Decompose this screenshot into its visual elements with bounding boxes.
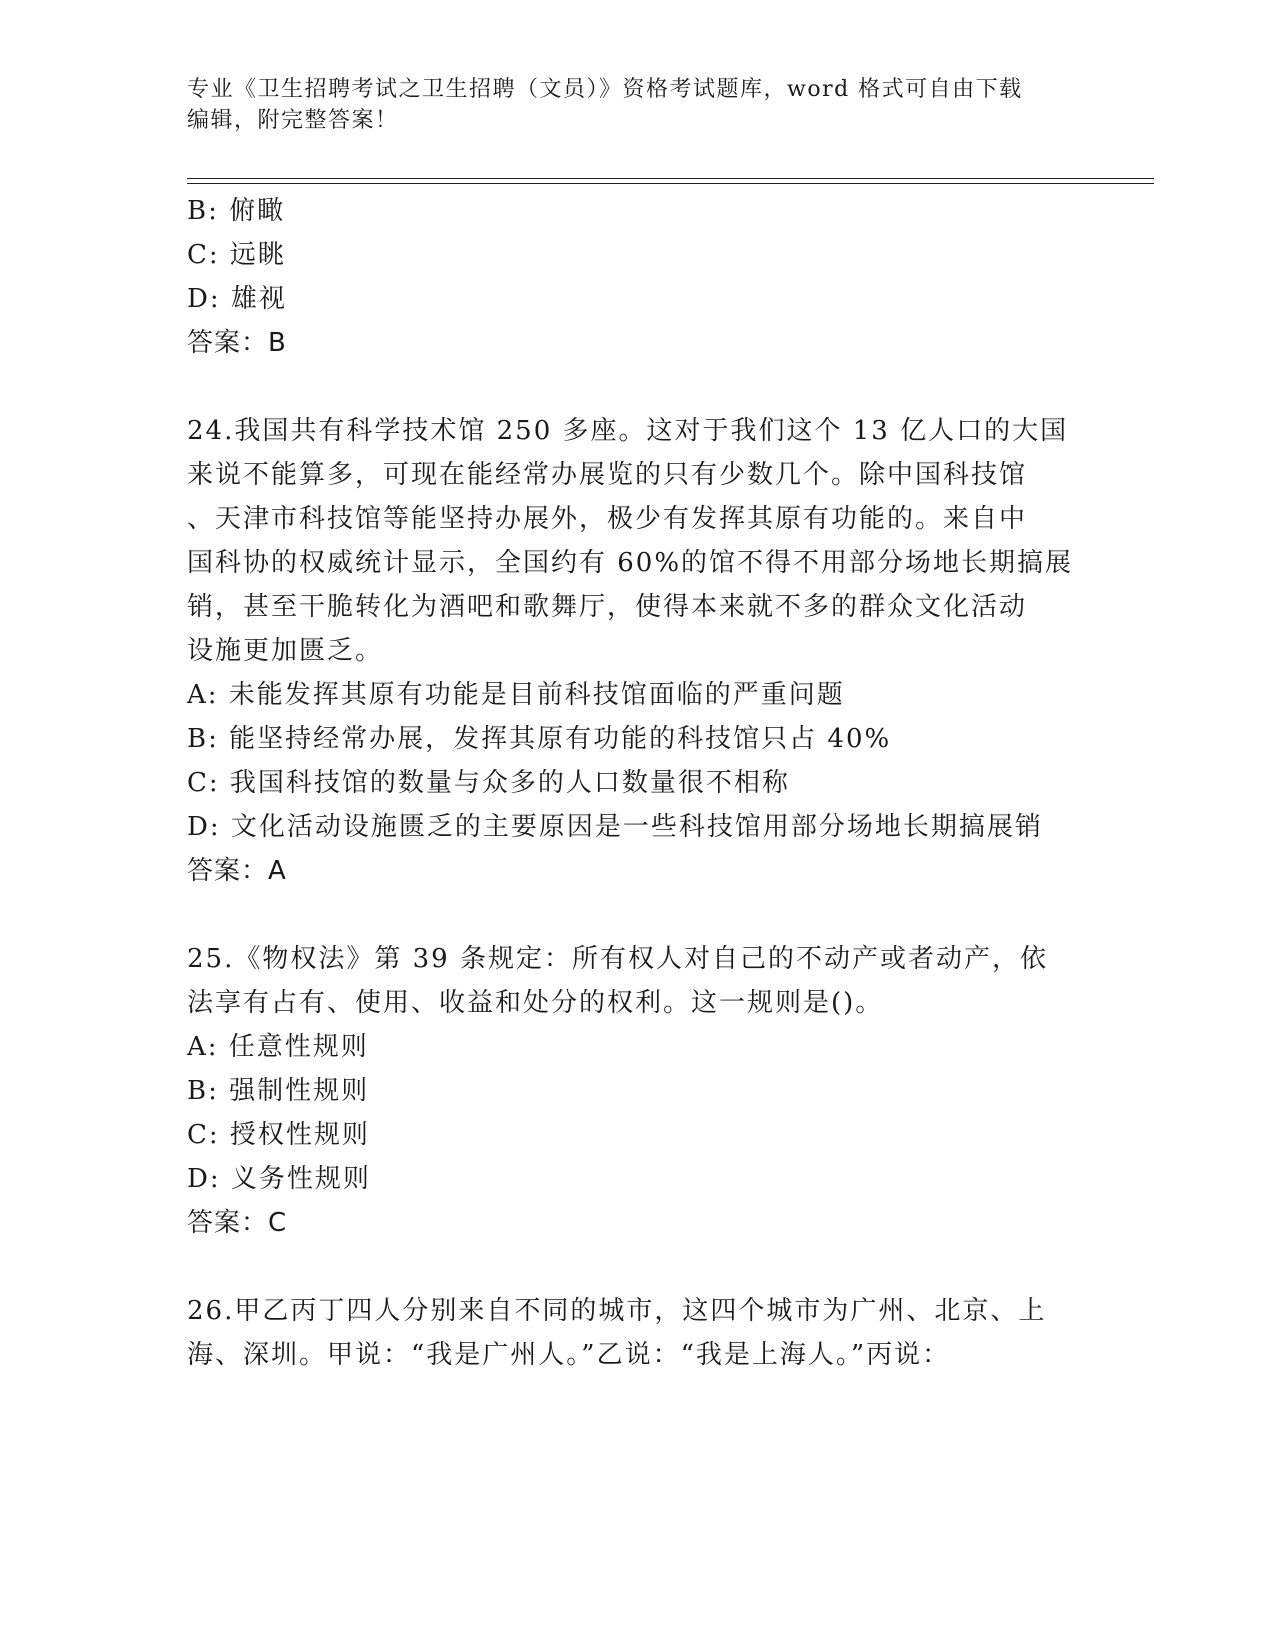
q24-stem-line-6: 设施更加匮乏。 <box>187 636 384 666</box>
q23-option-b: B: 俯瞰 <box>187 196 286 226</box>
q24-answer: 答案：A <box>187 856 287 886</box>
q25-answer: 答案：C <box>187 1208 288 1238</box>
q26-stem-line-2: 海、深圳。甲说：“我是广州人。”乙说：“我是上海人。”丙说： <box>187 1340 951 1370</box>
q23-option-d: D: 雄视 <box>187 284 287 314</box>
header-divider-top <box>187 178 1154 179</box>
q24-stem-line-5: 销，甚至干脆转化为酒吧和歌舞厅，使得本来就不多的群众文化活动 <box>187 592 1028 622</box>
document-header <box>187 74 1087 136</box>
q25-stem-line-1: 25.《物权法》第 39 条规定：所有权人对自己的不动产或者动产，依 <box>187 944 1048 974</box>
q25-option-d: D: 义务性规则 <box>187 1164 371 1194</box>
q24-stem-line-4: 国科协的权威统计显示，全国约有 60%的馆不得不用部分场地长期搞展 <box>187 548 1074 578</box>
q24-stem-line-2: 来说不能算多，可现在能经常办展览的只有少数几个。除中国科技馆 <box>187 460 1028 490</box>
q24-stem-line-3: 、天津市科技馆等能坚持办展外，极少有发挥其原有功能的。来自中 <box>187 504 1028 534</box>
q25-option-c: C: 授权性规则 <box>187 1120 370 1150</box>
header-line-2: 编辑，附完整答案！ <box>187 108 399 133</box>
q24-option-b: B: 能坚持经常办展，发挥其原有功能的科技馆只占 40% <box>187 724 892 754</box>
q24-stem-line-1: 24.我国共有科学技术馆 250 多座。这对于我们这个 13 亿人口的大国 <box>187 416 1069 446</box>
q24-option-c: C: 我国科技馆的数量与众多的人口数量很不相称 <box>187 768 790 798</box>
q26-stem-line-1: 26.甲乙丙丁四人分别来自不同的城市，这四个城市为广州、北京、上 <box>187 1296 1047 1326</box>
q24-option-d: D: 文化活动设施匮乏的主要原因是一些科技馆用部分场地长期搞展销 <box>187 812 1043 842</box>
q24-option-a: A: 未能发挥其原有功能是目前科技馆面临的严重问题 <box>187 680 845 710</box>
q23-option-c: C: 远眺 <box>187 240 286 270</box>
header-divider-bottom <box>187 183 1154 184</box>
q23-answer: 答案：B <box>187 328 287 358</box>
q25-stem-line-2: 法享有占有、使用、收益和处分的权利。这一规则是()。 <box>187 988 884 1018</box>
header-line-1: 专业《卫生招聘考试之卫生招聘（文员）》资格考试题库，word 格式可自由下载 <box>187 77 1023 102</box>
q25-option-b: B: 强制性规则 <box>187 1076 370 1106</box>
q25-option-a: A: 任意性规则 <box>187 1032 369 1062</box>
